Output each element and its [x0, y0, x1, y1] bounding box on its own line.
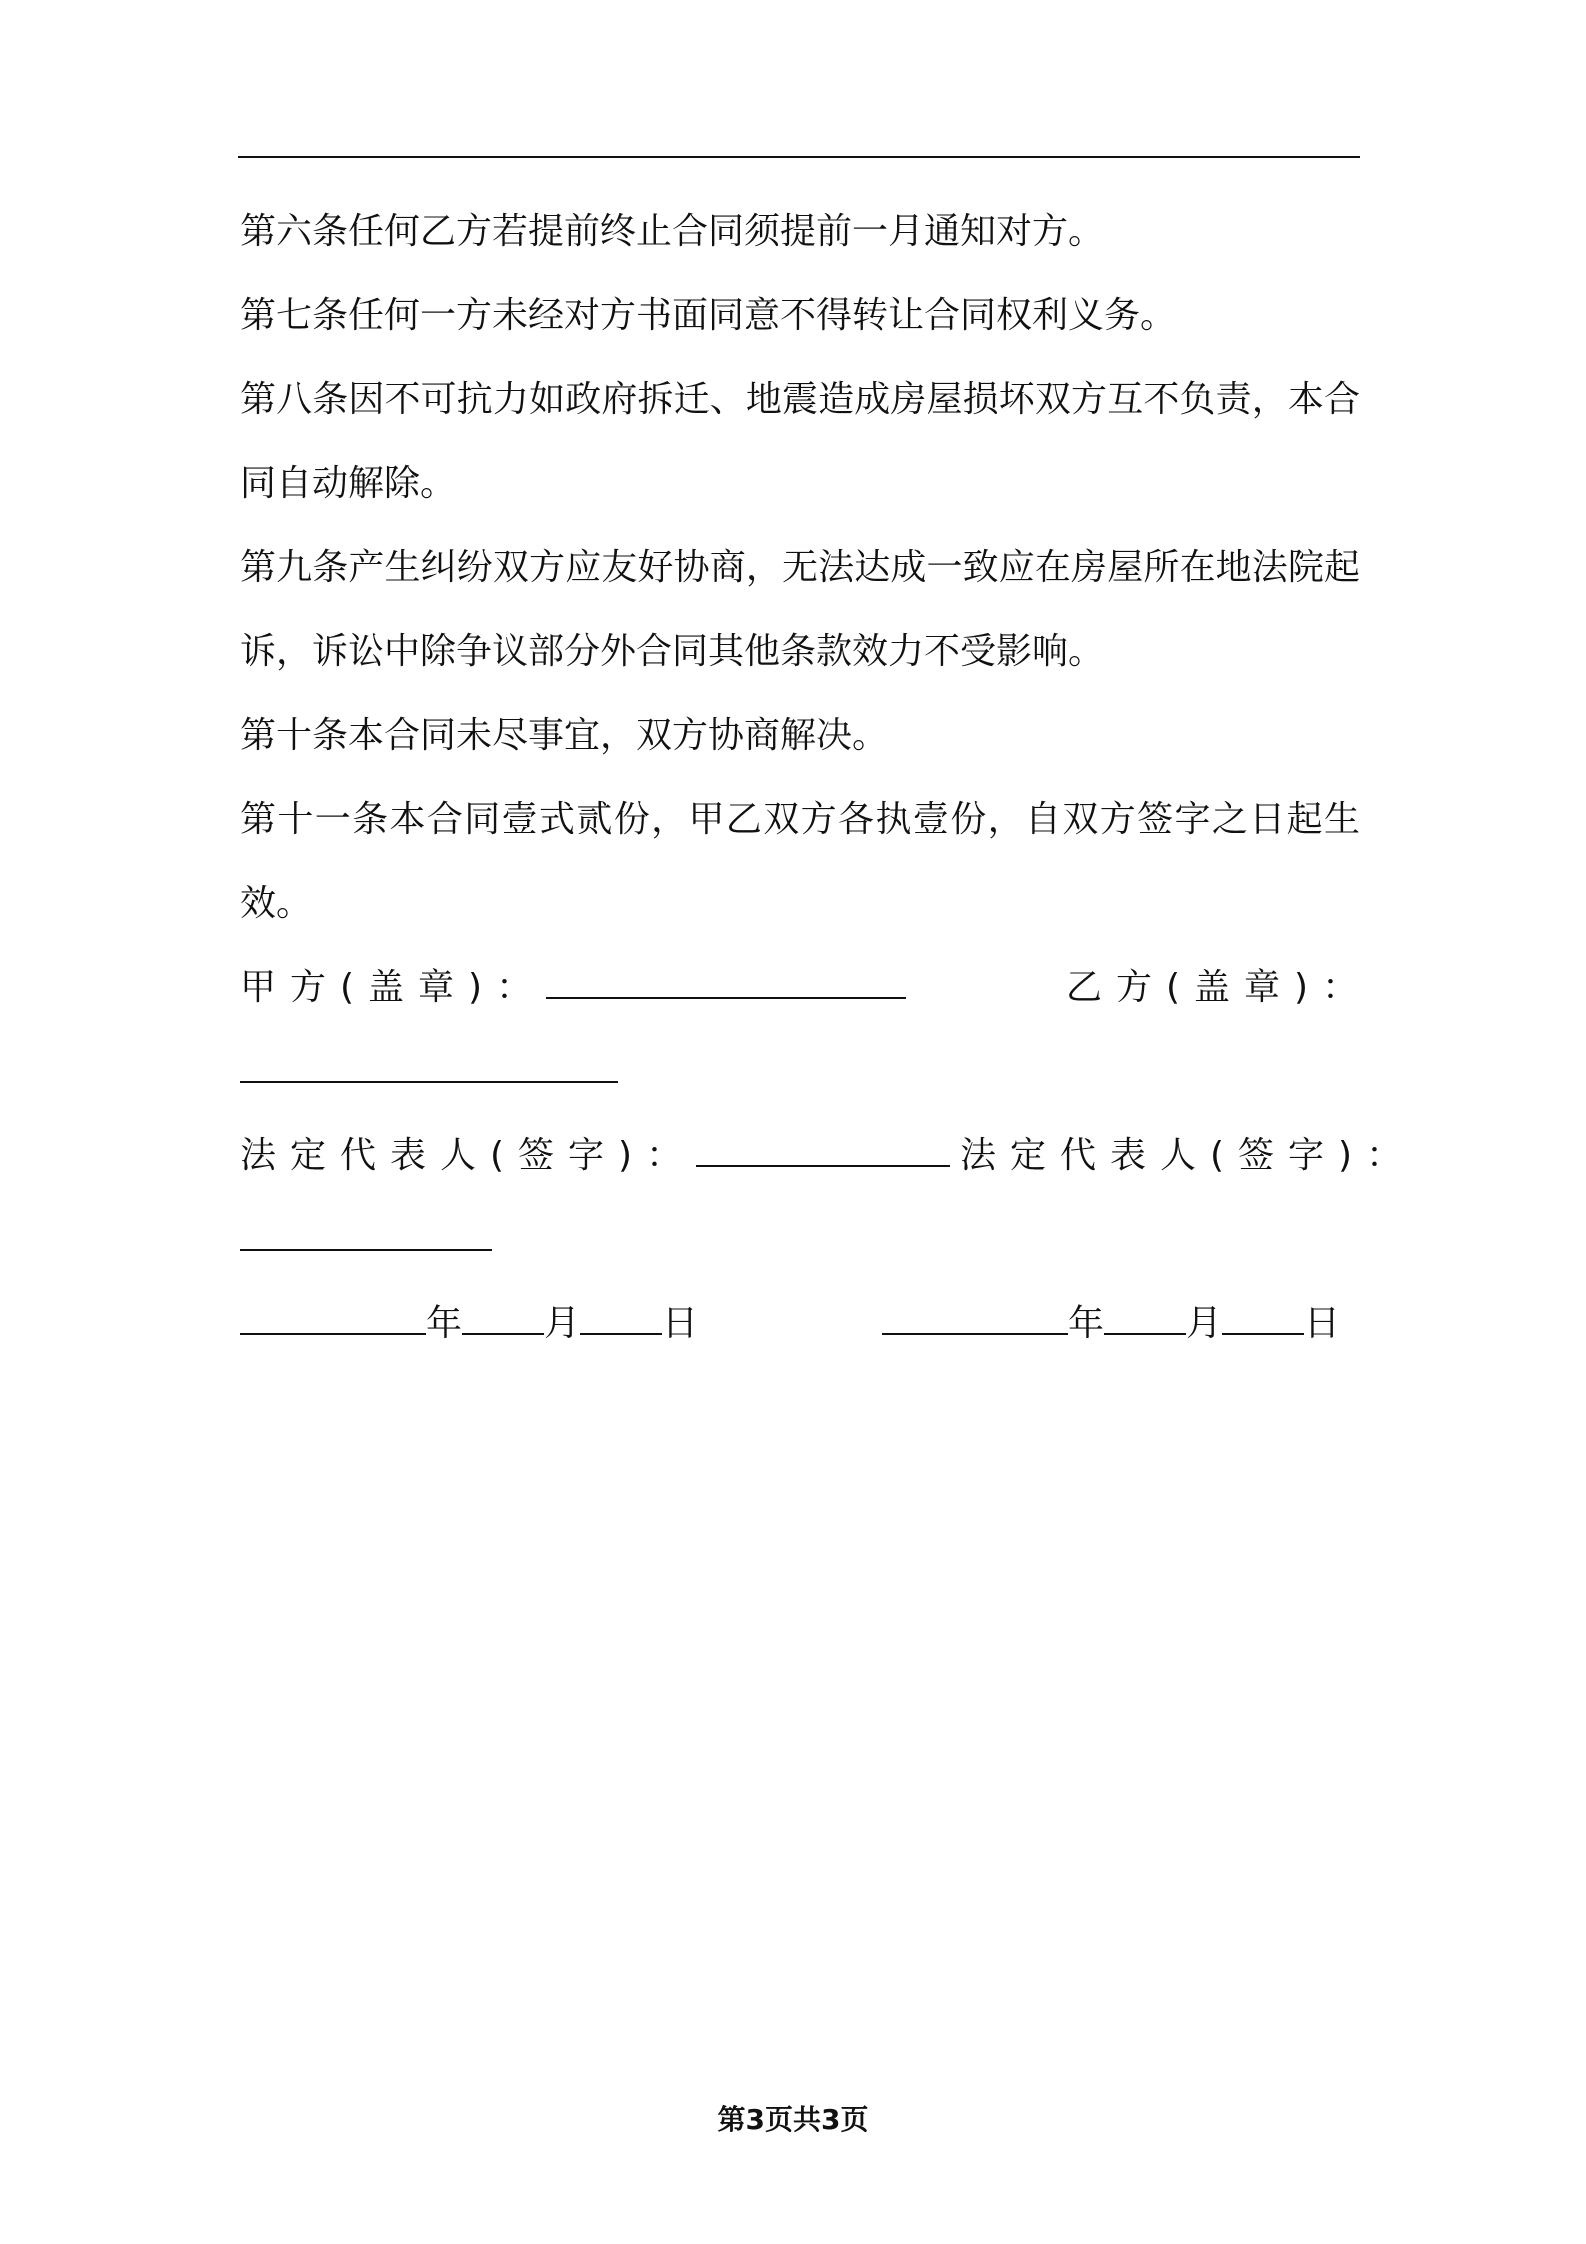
date-b-day-line	[1222, 1305, 1304, 1335]
representative-row	[240, 1114, 1417, 1198]
rep-a-label: 法定代表人(签字)：	[240, 1135, 697, 1176]
date-a-day-label: 日	[662, 1303, 699, 1344]
date-b-day-label: 日	[1304, 1303, 1341, 1344]
party-b-line-row	[240, 1030, 1360, 1114]
date-b-year-line	[882, 1305, 1068, 1335]
date-b	[882, 1282, 1340, 1366]
contract-body	[240, 190, 1417, 1366]
date-a-year-line	[240, 1305, 426, 1335]
clause-6: 第六条任何乙方若提前终止合同须提前一月通知对方。	[240, 211, 1105, 252]
clause-9: 第九条产生纠纷双方应友好协商，无法达成一致应在房屋所在地法院起诉，诉讼中除争议部分外合同其他条款效力不受影响。	[240, 547, 1360, 672]
party-a-label: 甲方(盖章)：	[240, 967, 547, 1008]
party-a-block	[240, 946, 906, 1030]
header-rule	[238, 156, 1360, 158]
party-b-signature-line	[240, 1053, 618, 1083]
clause-10: 第十条本合同未尽事宜，双方协商解决。	[240, 715, 889, 756]
date-a	[240, 1282, 698, 1366]
party-b-label: 乙方(盖章)：	[1066, 967, 1373, 1008]
page-number: 第3页共3页	[717, 2103, 869, 2136]
date-a-month-label: 月	[544, 1303, 581, 1344]
rep-b-label: 法定代表人(签字)：	[960, 1135, 1417, 1176]
party-b-block	[1066, 946, 1372, 1030]
date-a-year-label: 年	[426, 1303, 463, 1344]
rep-b-line-row	[240, 1198, 1360, 1282]
clause-8: 第八条因不可抗力如政府拆迁、地震造成房屋损坏双方互不负责，本合同自动解除。	[240, 379, 1360, 504]
rep-b-signature-line	[240, 1221, 492, 1251]
date-b-year-label: 年	[1068, 1303, 1105, 1344]
rep-a-block	[240, 1114, 950, 1198]
date-b-month-line	[1104, 1305, 1186, 1335]
date-a-month-line	[462, 1305, 544, 1335]
date-row	[240, 1282, 1360, 1366]
party-seal-row	[240, 946, 1373, 1030]
clause-11: 第十一条本合同壹式贰份，甲乙双方各执壹份，自双方签字之日起生效。	[240, 799, 1360, 924]
rep-b-block	[960, 1114, 1416, 1198]
date-a-day-line	[580, 1305, 662, 1335]
date-b-month-label: 月	[1186, 1303, 1223, 1344]
clause-7: 第七条任何一方未经对方书面同意不得转让合同权利义务。	[240, 295, 1177, 336]
rep-a-signature-line	[696, 1137, 950, 1167]
party-a-signature-line	[546, 969, 906, 999]
